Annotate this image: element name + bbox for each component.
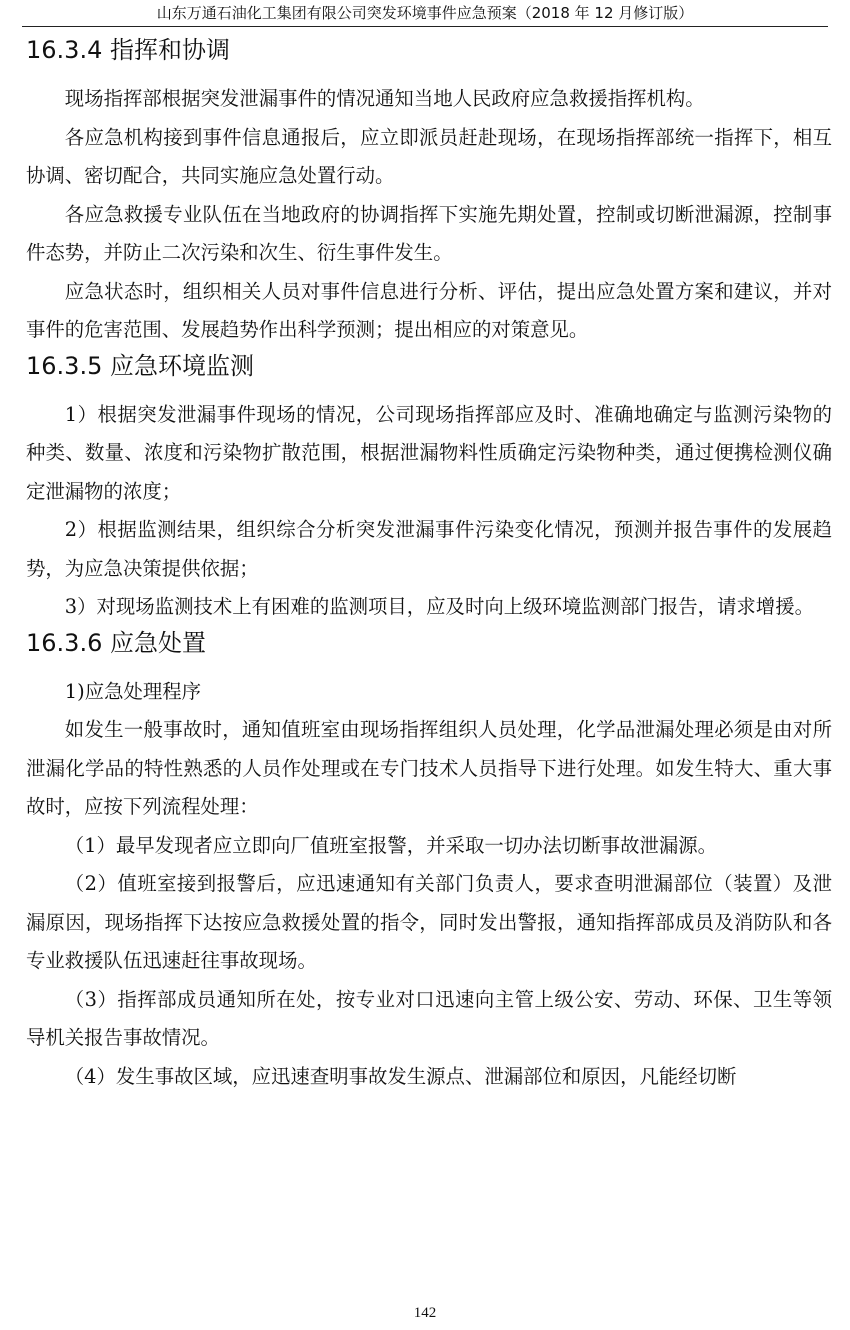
section-heading: 16.3.6 应急处置 (26, 628, 206, 657)
paragraph: 应急状态时，组织相关人员对事件信息进行分析、评估，提出应急处置方案和建议，并对事件的危害范围、发展趋势作出科学预测；提出相应的对策意见。 (26, 279, 832, 341)
paragraph: （3）指挥部成员通知所在处，按专业对口迅速向主管上级公安、劳动、环保、卫生等领导机关报告事故情况。 (26, 987, 832, 1049)
paragraph: 2）根据监测结果，组织综合分析突发泄漏事件污染变化情况，预测并报告事件的发展趋势，为应急决策提供依据； (26, 518, 832, 580)
paragraph: 各应急救援专业队伍在当地政府的协调指挥下实施先期处置，控制或切断泄漏源，控制事件态势，并防止二次污染和次生、衍生事件发生。 (26, 202, 832, 264)
paragraph: 现场指挥部根据突发泄漏事件的情况通知当地人民政府应急救援指挥机构。 (64, 87, 705, 110)
section-heading: 16.3.5 应急环境监测 (26, 351, 254, 380)
paragraph: 1）根据突发泄漏事件现场的情况，公司现场指挥部应及时、准确地确定与监测污染物的种类、数量、浓度和污染物扩散范围，根据泄漏物料性质确定污染物种类，通过便携检测仪确定泄漏物的浓度； (26, 402, 832, 503)
paragraph: 如发生一般事故时，通知值班室由现场指挥组织人员处理，化学品泄漏处理必须是由对所泄漏化学品的特性熟悉的人员作处理或在专门技术人员指导下进行处理。如发生特大、重大事故时，应按下列流程处理： (26, 718, 832, 818)
paragraph: （2）值班室接到报警后，应迅速通知有关部门负责人，要求查明泄漏部位（装置）及泄漏原因，现场指挥下达按应急救援处置的指令，同时发出警报，通知指挥部成员及消防队和各专业救援队伍迅速赶往事故现场。 (26, 872, 832, 972)
page-number: 142 (413, 1305, 437, 1321)
paragraph: （4）发生事故区域，应迅速查明事故发生源点、泄漏部位和原因，凡能经切断 (64, 1064, 737, 1088)
section-command-coordination (26, 34, 832, 350)
page-footer (0, 1303, 850, 1323)
paragraph: （1）最早发现者应立即向厂值班室报警，并采取一切办法切断事故泄漏源。 (64, 833, 718, 857)
section-emergency-disposal (26, 627, 832, 1097)
paragraph: 各应急机构接到事件信息通报后，应立即派员赶赴现场，在现场指挥部统一指挥下，相互协调、密切配合，共同实施应急处置行动。 (26, 125, 832, 187)
paragraph: 3）对现场监测技术上有困难的监测项目，应及时向上级环境监测部门报告，请求增援。 (64, 595, 814, 618)
document-body (26, 34, 832, 1096)
paragraph: 1)应急处理程序 (64, 679, 202, 703)
header-title: 山东万通石油化工集团有限公司突发环境事件应急预案（2018 年 12 月修订版） (156, 4, 694, 22)
section-heading: 16.3.4 指挥和协调 (26, 36, 230, 64)
section-environment-monitoring (26, 350, 832, 627)
page-header (22, 0, 828, 27)
